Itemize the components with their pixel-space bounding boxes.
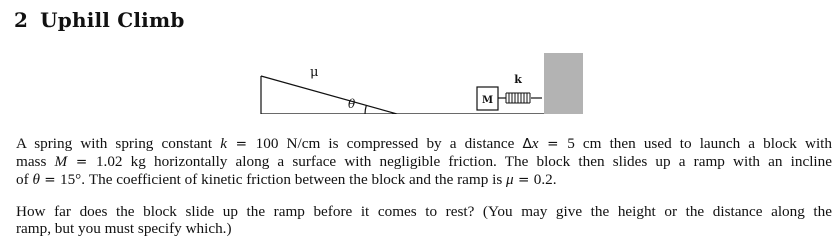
question-line-1: How far does the block slide up the ramp before it comes to rest? (You may give the height or the distance along the — [16, 203, 832, 220]
symbol-M: M — [54, 153, 68, 170]
ramp-outline — [261, 76, 397, 114]
statement-line-1: A spring with spring constant k = 100 N/cm is compressed by a distance Δx = 5 cm then used to launch a block with — [16, 135, 832, 152]
problem-title: Uphill Climb — [40, 8, 185, 32]
statement-line-3: of θ = 15°. The coefficient of kinetic friction between the block and the ramp is μ = 0.2. — [16, 171, 557, 188]
ramp-spring-figure — [250, 50, 590, 114]
symbol-theta: θ — [32, 171, 40, 188]
symbol-x: x — [531, 135, 539, 152]
statement-line-2: mass M = 1.02 kg horizontally along a surface with negligible friction. The block then slides up a ramp with an incline — [16, 153, 832, 170]
symbol-mu: μ — [506, 171, 514, 188]
theta-label: θ — [348, 97, 356, 111]
angle-arc — [365, 105, 366, 114]
question-line-2: ramp, but you must specify which.) — [16, 220, 232, 237]
problem-number: 2 — [14, 8, 29, 32]
symbol-k: k — [220, 135, 227, 152]
figure-svg — [250, 50, 590, 114]
problem-statement — [16, 135, 832, 189]
problem-question — [16, 203, 832, 237]
wall — [544, 53, 583, 114]
spring-label: k — [514, 73, 522, 86]
symbol-delta: Δ — [522, 136, 532, 152]
block-label: M — [481, 95, 494, 106]
mu-label: μ — [310, 65, 319, 80]
problem-heading — [14, 8, 185, 32]
spring-coils — [506, 93, 530, 103]
